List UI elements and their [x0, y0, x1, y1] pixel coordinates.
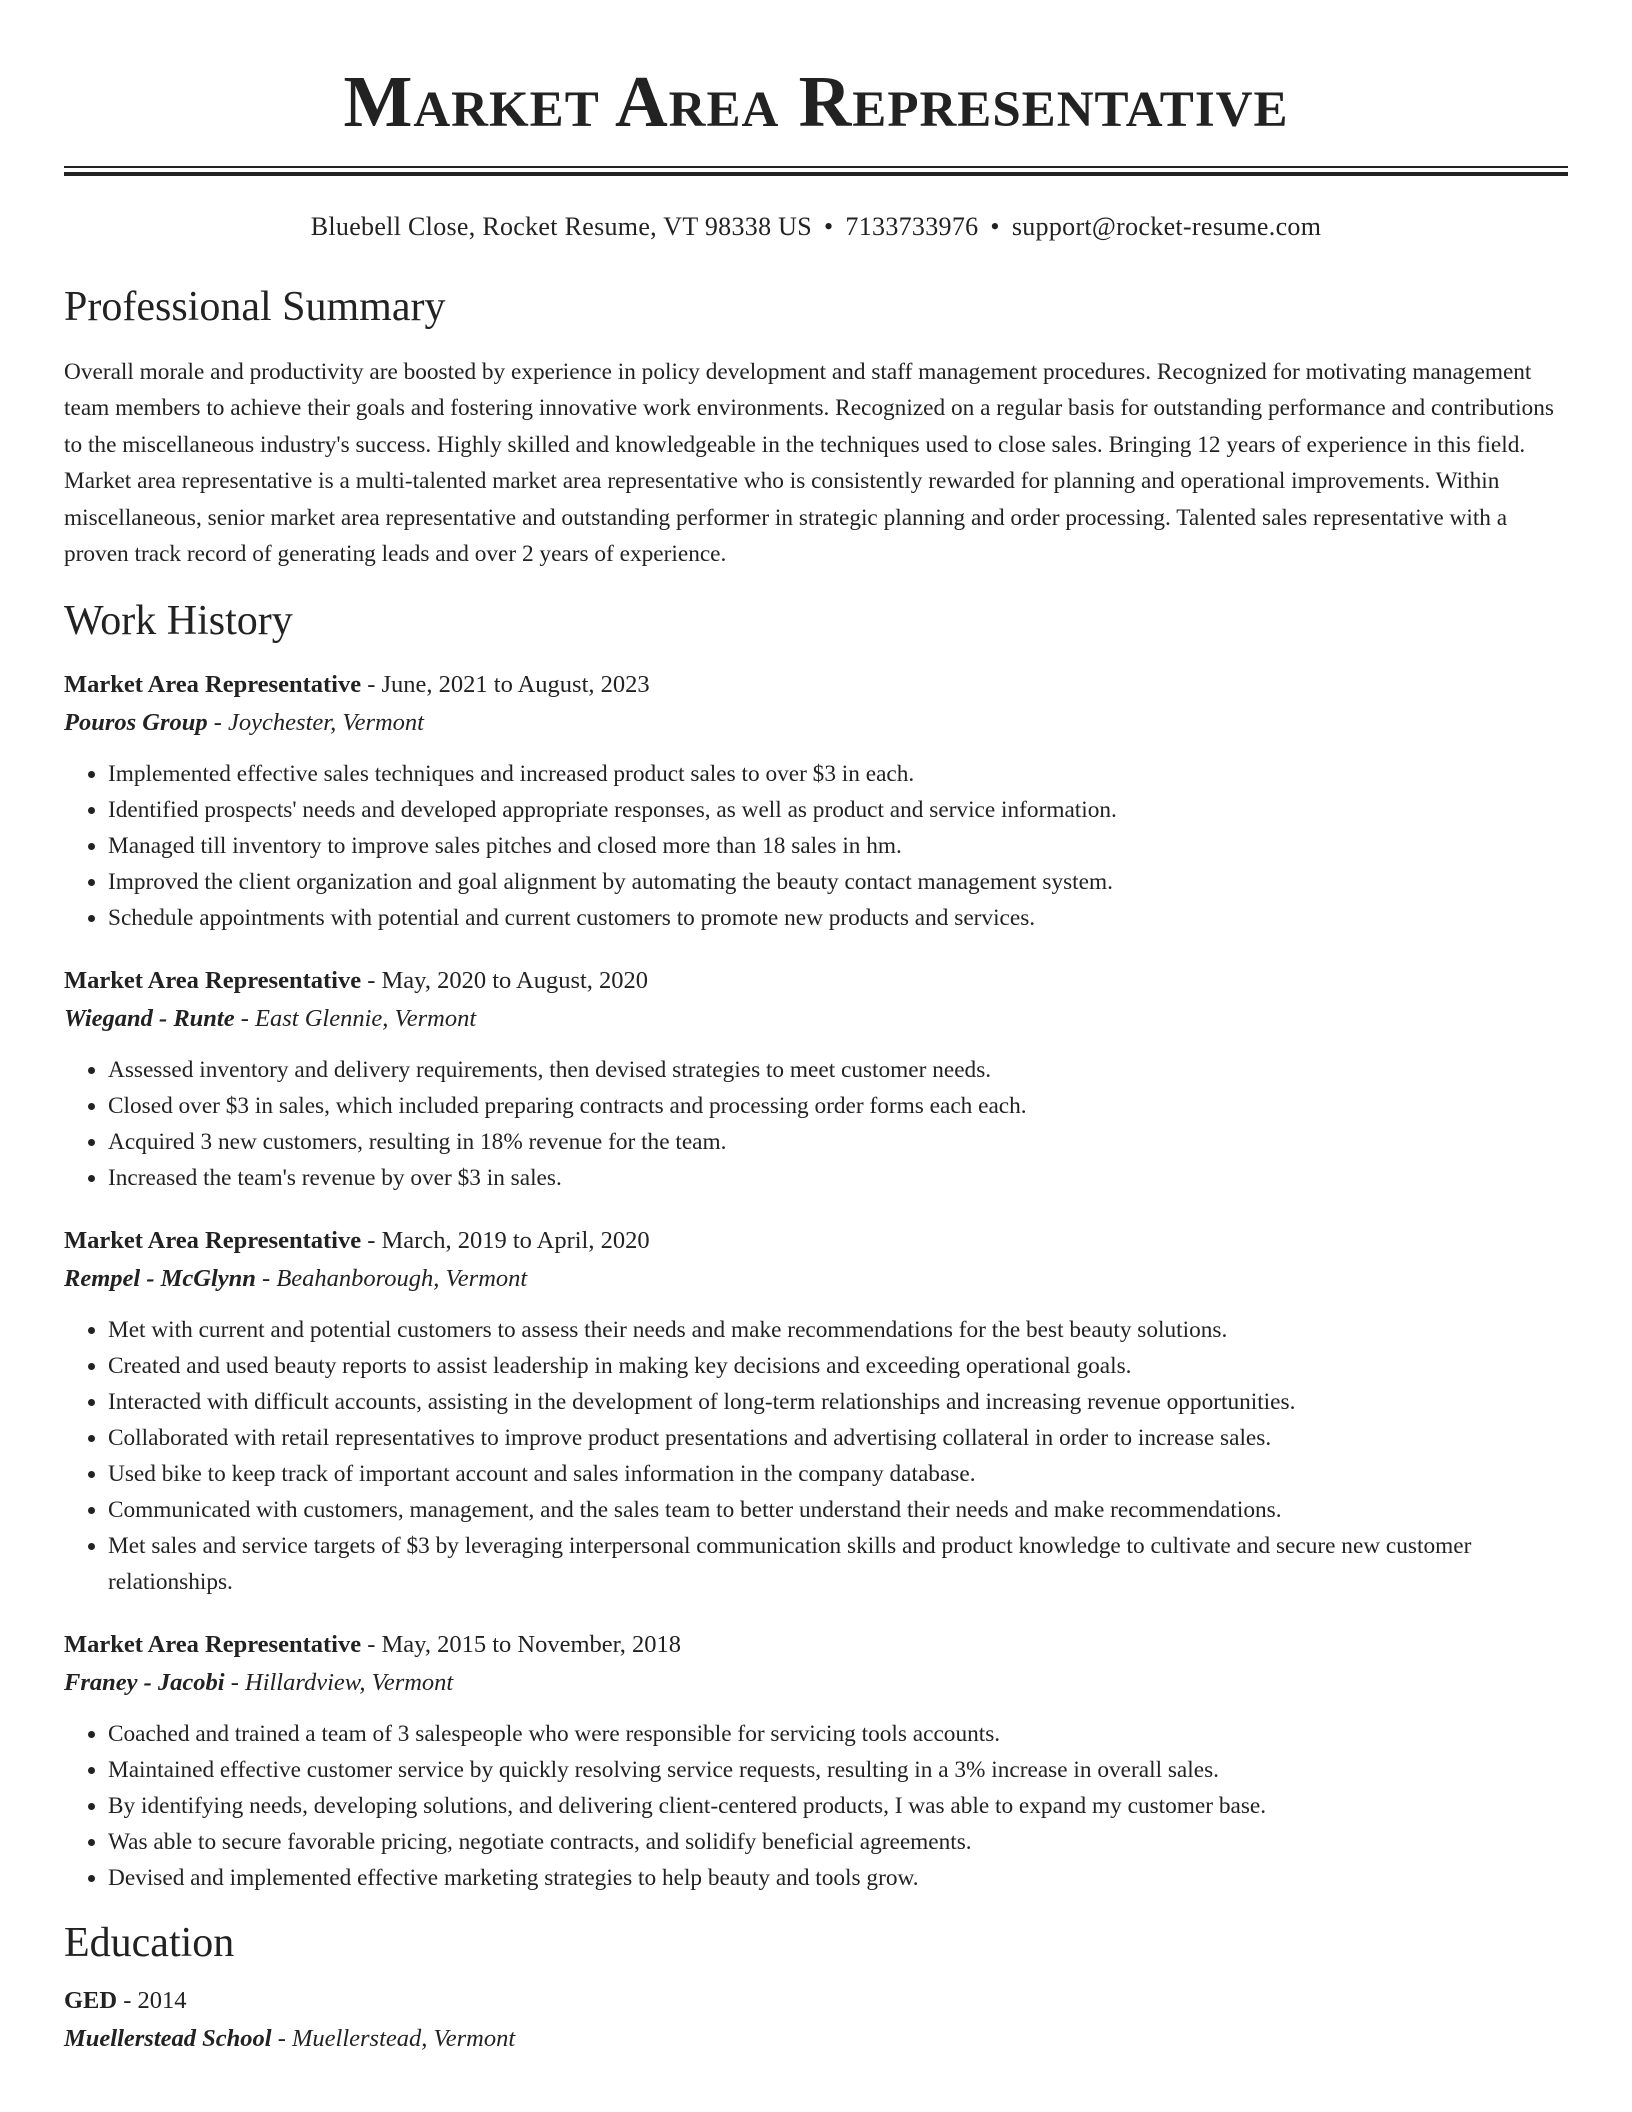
job-dates: - June, 2021 to August, 2023: [361, 671, 650, 699]
job-bullet: • Was able to secure favorable pricing, negotiate contracts, and solidify beneficial agreements.: [108, 1824, 1568, 1860]
job-company-line: [64, 704, 1568, 742]
work-history-heading: Work History: [64, 598, 293, 645]
job-title-line: [64, 962, 1568, 1000]
title-divider: [64, 166, 1568, 176]
education-heading: Education: [64, 1920, 235, 1967]
job-bullet: • Increased the team's revenue by over $3 in sales.: [108, 1160, 1568, 1196]
job-company-line: [64, 1260, 1568, 1298]
job-bullet: • Collaborated with retail representatives to improve product presentations and advertising collateral in order to increase sales.: [108, 1420, 1568, 1456]
contact-phone: 7133733976: [845, 212, 979, 241]
job-bullet: • Maintained effective customer service by quickly resolving service requests, resulting in a 3% increase in overall sales.: [108, 1752, 1568, 1788]
job-title: Market Area Representative: [64, 1227, 362, 1255]
job-dates: - May, 2015 to November, 2018: [361, 1631, 682, 1659]
job-bullet: • Closed over $3 in sales, which included preparing contracts and processing order forms each each.: [108, 1088, 1568, 1124]
job-location: - East Glennie, Vermont: [234, 1005, 477, 1033]
job-bullet: • Devised and implemented effective marketing strategies to help beauty and tools grow.: [108, 1860, 1568, 1896]
contact-line: [64, 210, 1568, 244]
job-entry: [64, 1222, 1568, 1600]
job-company: Wiegand - Runte: [64, 1005, 235, 1033]
job-bullet: • Managed till inventory to improve sales pitches and closed more than 18 sales in hm.: [108, 828, 1568, 864]
education-school: Muellerstead School: [64, 2025, 272, 2053]
job-dates: - March, 2019 to April, 2020: [361, 1227, 650, 1255]
contact-address: Bluebell Close, Rocket Resume, VT 98338 US: [310, 212, 813, 241]
job-bullet: • Used bike to keep track of important account and sales information in the company database.: [108, 1456, 1568, 1492]
contact-separator: •: [990, 212, 1000, 241]
job-title-line: [64, 1626, 1568, 1664]
job-bullets: [64, 1716, 1568, 1896]
job-title: Market Area Representative: [64, 1631, 362, 1659]
job-company: Pouros Group: [64, 709, 208, 737]
job-entry: [64, 1626, 1568, 1896]
education-year: - 2014: [117, 1987, 187, 2015]
job-bullet: • Acquired 3 new customers, resulting in 18% revenue for the team.: [108, 1124, 1568, 1160]
job-entry: [64, 962, 1568, 1196]
job-bullets: [64, 756, 1568, 936]
job-bullet: • Coached and trained a team of 3 salespeople who were responsible for servicing tools accounts.: [108, 1716, 1568, 1752]
job-dates: - May, 2020 to August, 2020: [361, 967, 649, 995]
education-degree-line: [64, 1982, 1568, 2020]
education-school-line: [64, 2020, 1568, 2058]
job-bullets: [64, 1052, 1568, 1196]
job-company: Franey - Jacobi: [64, 1669, 225, 1697]
job-bullet: • Met with current and potential customers to assess their needs and make recommendations for the best beauty solutions.: [108, 1312, 1568, 1348]
job-entry: [64, 666, 1568, 936]
job-title: Market Area Representative: [64, 967, 362, 995]
contact-email: support@rocket-resume.com: [1011, 212, 1322, 241]
summary-heading: Professional Summary: [64, 284, 446, 330]
education-entry: [64, 1982, 1568, 2058]
job-bullet: • Schedule appointments with potential and current customers to promote new products and services.: [108, 900, 1568, 936]
job-bullet: • Identified prospects' needs and developed appropriate responses, as well as product and service information.: [108, 792, 1568, 828]
job-bullet: • Interacted with difficult accounts, assisting in the development of long-term relationships and increasing revenue opportunities.: [108, 1384, 1568, 1420]
job-bullet: • Met sales and service targets of $3 by leveraging interpersonal communication skills and product knowledge to cultivate and secure new customer relationships.: [108, 1528, 1568, 1600]
job-bullets: [64, 1312, 1568, 1600]
education-degree: GED: [64, 1987, 118, 2015]
contact-separator: •: [824, 212, 834, 241]
job-bullet: • Assessed inventory and delivery requirements, then devised strategies to meet customer needs.: [108, 1052, 1568, 1088]
job-location: - Hillardview, Vermont: [224, 1669, 454, 1697]
job-bullet: • Communicated with customers, management, and the sales team to better understand their needs and make recommendations.: [108, 1492, 1568, 1528]
job-company-line: [64, 1000, 1568, 1038]
job-location: - Beahanborough, Vermont: [255, 1265, 528, 1293]
job-title: Market Area Representative: [64, 671, 362, 699]
job-bullet: • By identifying needs, developing solutions, and delivering client-centered products, I was able to expand my customer base.: [108, 1788, 1568, 1824]
job-company: Rempel - McGlynn: [64, 1265, 256, 1293]
job-bullet: • Improved the client organization and goal alignment by automating the beauty contact management system.: [108, 864, 1568, 900]
job-bullet: • Created and used beauty reports to assist leadership in making key decisions and exceeding operational goals.: [108, 1348, 1568, 1384]
education-location: - Muellerstead, Vermont: [271, 2025, 516, 2053]
job-title-line: [64, 1222, 1568, 1260]
resume-title: Market Area Representative: [343, 61, 1289, 142]
job-title-line: [64, 666, 1568, 704]
job-location: - Joychester, Vermont: [207, 709, 424, 737]
summary-text: Overall morale and productivity are boosted by experience in policy development and staff management procedures. Recognized for motivating management team members to achieve their goals and fostering innovative work environments. Recognized on a regular basis for outstanding performance and contributions to the miscellaneous industry's success. Highly skilled and knowledgeable in the techniques used to close sales. Bringing 12 years of experience in this field. Market area representative is a multi-talented market area representative who is consistently rewarded for planning and operational improvements. Within miscellaneous, senior market area representative and outstanding performer in strategic planning and order processing. Talented sales representative with a proven track record of generating leads and over 2 years of experience.: [64, 359, 1554, 568]
job-bullet: • Implemented effective sales techniques and increased product sales to over $3 in each.: [108, 756, 1568, 792]
job-company-line: [64, 1664, 1568, 1702]
